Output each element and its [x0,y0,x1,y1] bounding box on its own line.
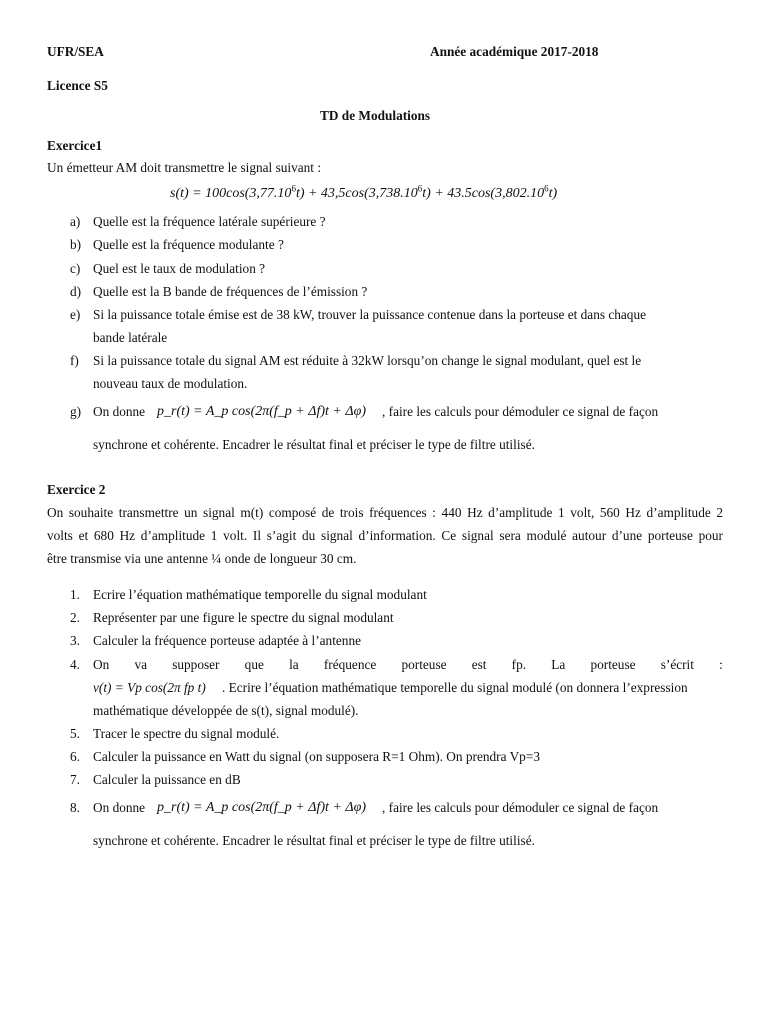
exercice2-heading: Exercice 2 [47,482,106,497]
demodulation-formula: p_r(t) = A_p cos(2π(f_p + Δf)t + Δφ) [157,800,366,815]
exercice1-equation: $s(t) = 100\cos(3,77.10^6t) + 43,5\cos(3,738.10^6t) + 43.5\cos(3,802.10^6t)$ [170,183,558,201]
exercice2-paragraph-line: volts et 680 Hz d’amplitude 1 volt. Il s’agit du signal d’information. Ce signal sera modulé autour d’une porteuse pour [47,528,723,543]
institution: UFR/SEA [47,44,104,59]
exercice1-heading: Exercice1 [47,138,103,153]
list-item-continuation: bande latérale [93,330,168,345]
exercice2-paragraph-line: être transmise via une antenne ¼ onde de longueur 30 cm. [47,551,357,566]
list-item-continuation: mathématique développée de s(t), signal modulé). [93,703,359,718]
list-item-continuation: nouveau taux de modulation. [93,376,248,391]
demodulation-formula: p_r(t) = A_p cos(2π(f_p + Δf)t + Δφ) [157,404,366,419]
exercice1-intro: Un émetteur AM doit transmettre le signal suivant : [47,160,322,175]
exercice2-paragraph-line: On souhaite transmettre un signal m(t) composé de trois fréquences : 440 Hz d’amplitude 1 volt, 560 Hz d’amplitude 2 [47,505,723,520]
level: Licence S5 [47,78,108,93]
academic-year: Année académique 2017-2018 [430,44,599,59]
page-title: TD de Modulations [320,108,431,123]
list-item-continuation: synchrone et cohérente. Encadrer le résultat final et préciser le type de filtre utilisé. [93,833,535,848]
carrier-formula: v(t) = Vp cos(2π fp t) [93,680,206,695]
list-item-continuation: synchrone et cohérente. Encadrer le résultat final et préciser le type de filtre utilisé. [93,437,535,452]
list-item-justified-line: On va supposer que la fréquence porteuse est fp. La porteuse s’écrit : [93,657,723,672]
